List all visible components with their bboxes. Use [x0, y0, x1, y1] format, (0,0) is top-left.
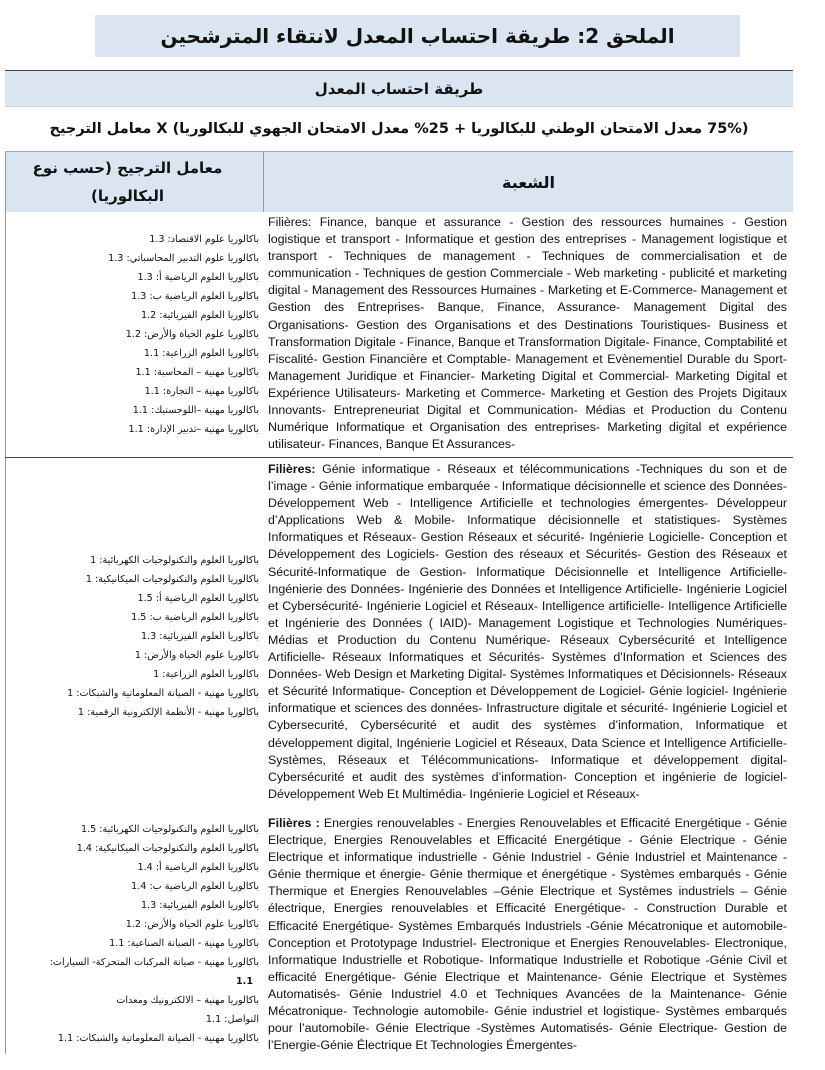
section-heading: طريقة احتساب المعدل [5, 70, 793, 107]
coefficient-item: التواصل: 1.1 [205, 1014, 259, 1025]
coefficient-item: باكالوريا مهنية – المحاسبة: 1.1 [135, 367, 259, 378]
coefficient-item: باكالوريا العلوم الزراعية: 1.1 [143, 348, 259, 359]
formula-text: (75% معدل الامتحان الوطني للبكالوريا + 25% معدل الامتحان الجهوي للبكالوريا) X معامل الترجيح [49, 121, 749, 137]
coefficient-list [5, 212, 263, 457]
branch-list [263, 212, 793, 457]
coefficient-item: باكالوريا مهنية –اللوجستيك: 1.1 [132, 405, 259, 416]
coefficient-list [5, 814, 263, 1054]
coefficient-item: باكالوريا العلوم الرياضية أ: 1.5 [137, 592, 259, 604]
coefficient-item: باكالوريا العلوم والتكنولوجيات الميكانيكية: 1.4 [76, 843, 259, 854]
branch-text: Finance, banque et assurance - Gestion des ressources humaines - Gestion logistique et transport - Informatique et gestion des entreprises - Management logistique et transport - Techniques de management - Techniques de commercialisation et de communication - Techniques de gestion Commerciale - Web marketing - publicité et marketing digital - Management des Ressources Humaines - Marketing et E-Commerce- Management et Gestion des Entreprises- Banque, Finance, Assurance- Management Digital des Organisations- Gestion des Organisations et des Destinations Touristiques- Business et Transformation Digitale - Finance, Banque et Transformation Digitale- Finance, Comptabilité et Fiscalité- Gestion Financière et Comptable- Management et Evènementiel Durable du Sport- Management Juridique et Financier- Marketing Digital et Commercial- Marketing Digital et Expérience Utilisateurs- Marketing et Commerce- Marketing et Gestion des Projets Digitaux Innovants- Entrepreneuriat Digital et Communication- Médias et Production du Contenu Numérique Informatique et Organisation des entreprises- Marketing digital et expérience utilisateur- Finances, Banque Et Assurances- [268, 215, 787, 452]
coefficient-item: باكالوريا العلوم الزراعية: 1 [153, 668, 259, 680]
table-row [5, 814, 793, 1054]
coefficient-item: باكالوريا العلوم الرياضية ب: 1.3 [131, 291, 259, 302]
table-row [5, 212, 793, 457]
coefficient-item: 1.1 [236, 976, 253, 987]
coefficient-item: باكالوريا مهنية – التجارة: 1.1 [144, 386, 259, 397]
branch-list [263, 814, 793, 1054]
branch-text: Energies renouvelables - Energies Renouvelables et Efficacité Energétique - Génie Electrique, Energies Renouvelables et Efficacité Energétique - Génie Electrique - Génie Electrique et informatique industrielle - Génie Industriel - Génie Industriel et Maintenance - Génie thermique et énergie- Génie thermique et énergétique - Systèmes embarqués - Génie Thermique et Energies Renouvelables –Génie Electrique et Systèmes industriels – Génie électrique, Energies renouvelables et Efficacité Energétique- - Construction Durable et Efficacité Energétique- Systèmes Embarqués Industriels -Génie Mécatronique et automobile- Conception et Prototypage Industriel- Electronique et Energies Renouvelables- Electronique, Informatique Industrielle et Robotique- Informatique Industrielle et Robotique -Génie Civil et efficacité Energétique- Génie Electrique et Maintenance- Génie Electrique et Systèmes Automatisés- Génie Industriel 4.0 et Techniques Avancées de la Maintenance- Génie Mécatronique- Technologie automobile- Génie industriel et logistique- Systèmes embarqués pour l’automobile- Génie Electrique -Systèmes Automatisés- Génie Electrique- Gestion de l’Energie-Génie Électrique Et Technologies Émergentes- [268, 816, 787, 1053]
coefficient-item: باكالوريا العلوم الفيزيائية: 1.2 [140, 310, 259, 321]
branch-list [263, 458, 793, 814]
coefficient-item: باكالوريا علوم الحياة والأرض: 1 [134, 649, 259, 661]
coefficient-item: باكالوريا العلوم والتكنولوجيات الميكانيكية: 1 [85, 573, 259, 585]
coefficient-item: باكالوريا العلوم الفيزيائية: 1.3 [140, 630, 259, 642]
coefficient-item: باكالوريا علوم الحياة والأرض: 1.2 [125, 919, 259, 930]
coefficient-item: باكالوريا مهنية - الصيانة المعلوماتية والشبكات: 1 [67, 687, 259, 699]
coefficient-item: باكالوريا مهنية - الصيانة الصناعية: 1.1 [109, 938, 259, 949]
coefficient-item: باكالوريا مهنية - صيانة المركبات المتحركة- السيارات: [49, 957, 259, 968]
coefficient-item: باكالوريا العلوم والتكنولوجيات الكهربائية: 1.5 [80, 824, 259, 835]
coefficient-list [5, 458, 263, 814]
coefficient-item: باكالوريا العلوم والتكنولوجيات الكهربائية: 1 [90, 554, 259, 566]
coefficient-item: باكالوريا مهنية - الصيانة المعلوماتية والشبكات: 1.1 [57, 1033, 259, 1044]
weighting-table [5, 70, 793, 1054]
branch-text: Génie informatique - Réseaux et télécommunications -Techniques du son et de l’image - Génie informatique embarquée - Informatique décisionnelle et science des Données- Développement Web - Intelligence Artificielle et technologies émergentes- Développeur d’Applications Web & Mobile- Informatique décisionnelle et statistiques- Systèmes Informatiques et Réseaux- Gestion Réseaux et sécurité- Ingénierie Logicielle- Conception et Développement des Logiciels- Gestion des réseaux et Sécurités- Gestion des Réseaux et Sécurité-Informatique de Gestion- Informatique Décisionnelle et Intelligence Artificielle- Ingénierie des Données- Ingénierie des Données et Intelligence Artificielle- Ingénierie Logiciel et Cybersécurité- Ingénierie Logiciel et Réseaux- Intelligence artificielle- Intelligence Artificielle et Ingénierie des Données ( IAID)- Management Logistique et Technologies Numériques- Médias et Production du Contenu Numérique- Réseaux Cybersécurité et Intelligence Artificielle- Réseaux Informatiques et Sécurités- Systèmes d'Information et Sciences des Données- Web Design et Marketing Digital- Systèmes Informatiques et Décisionnels- Réseaux et Sécurité Informatique- Conception et Développement de Logiciel- Génie logiciel- Ingénierie informatique et sciences des données- Infrastructure digitale et sécurité- Ingénierie Logiciel et Cybersecurité, Cybersécurité et audit des systèmes d’information, Informatique et développement digital, Ingénierie Logiciel et Réseaux, Data Science et Intelligence Artificielle- Systèmes, Réseaux et Télécommunications- Informatique et développement digital- Cybersécurité et audit des systèmes d’information- Conception et ingénierie de logiciel-Développement Web Et Multimédia- Ingénierie Logiciel et Réseaux- [268, 462, 787, 801]
coefficient-column-header: معامل الترجيح (حسب نوع البكالوريا) [5, 152, 263, 212]
coefficient-item: باكالوريا العلوم الرياضية أ: 1.3 [137, 272, 259, 283]
coefficient-item: باكالوريا علوم الحياة والأرض: 1.2 [125, 329, 259, 340]
branch-column-header: الشعبة [263, 152, 793, 212]
coefficient-item: باكالوريا مهنية –تدبير الإدارة: 1.1 [128, 424, 259, 435]
table-row [5, 457, 793, 814]
coefficient-item: باكالوريا العلوم الرياضية ب: 1.4 [131, 881, 259, 892]
coefficient-item: باكالوريا مهنية - الأنظمة الإلكترونية الرقمية: 1 [77, 706, 259, 718]
coefficient-item: باكالوريا مهنية – الالكترونيك ومعدات [116, 995, 259, 1006]
branch-label: Filières : [268, 816, 320, 830]
coefficient-item: باكالوريا العلوم الفيزيائية: 1.3 [140, 900, 259, 911]
coefficient-item: باكالوريا العلوم الرياضية ب: 1.5 [131, 611, 259, 623]
branch-label: Filières: [268, 215, 312, 229]
table-header-row [5, 151, 793, 212]
branch-label: Filières: [268, 462, 316, 476]
coefficient-item: باكالوريا علوم التدبير المحاسباتي: 1.3 [108, 253, 259, 264]
page-title: الملحق 2: طريقة احتساب المعدل لانتقاء المترشحين [95, 15, 740, 57]
coefficient-item: باكالوريا علوم الاقتصاد: 1.3 [149, 234, 259, 245]
coefficient-item: باكالوريا العلوم الرياضية أ: 1.4 [137, 862, 259, 873]
